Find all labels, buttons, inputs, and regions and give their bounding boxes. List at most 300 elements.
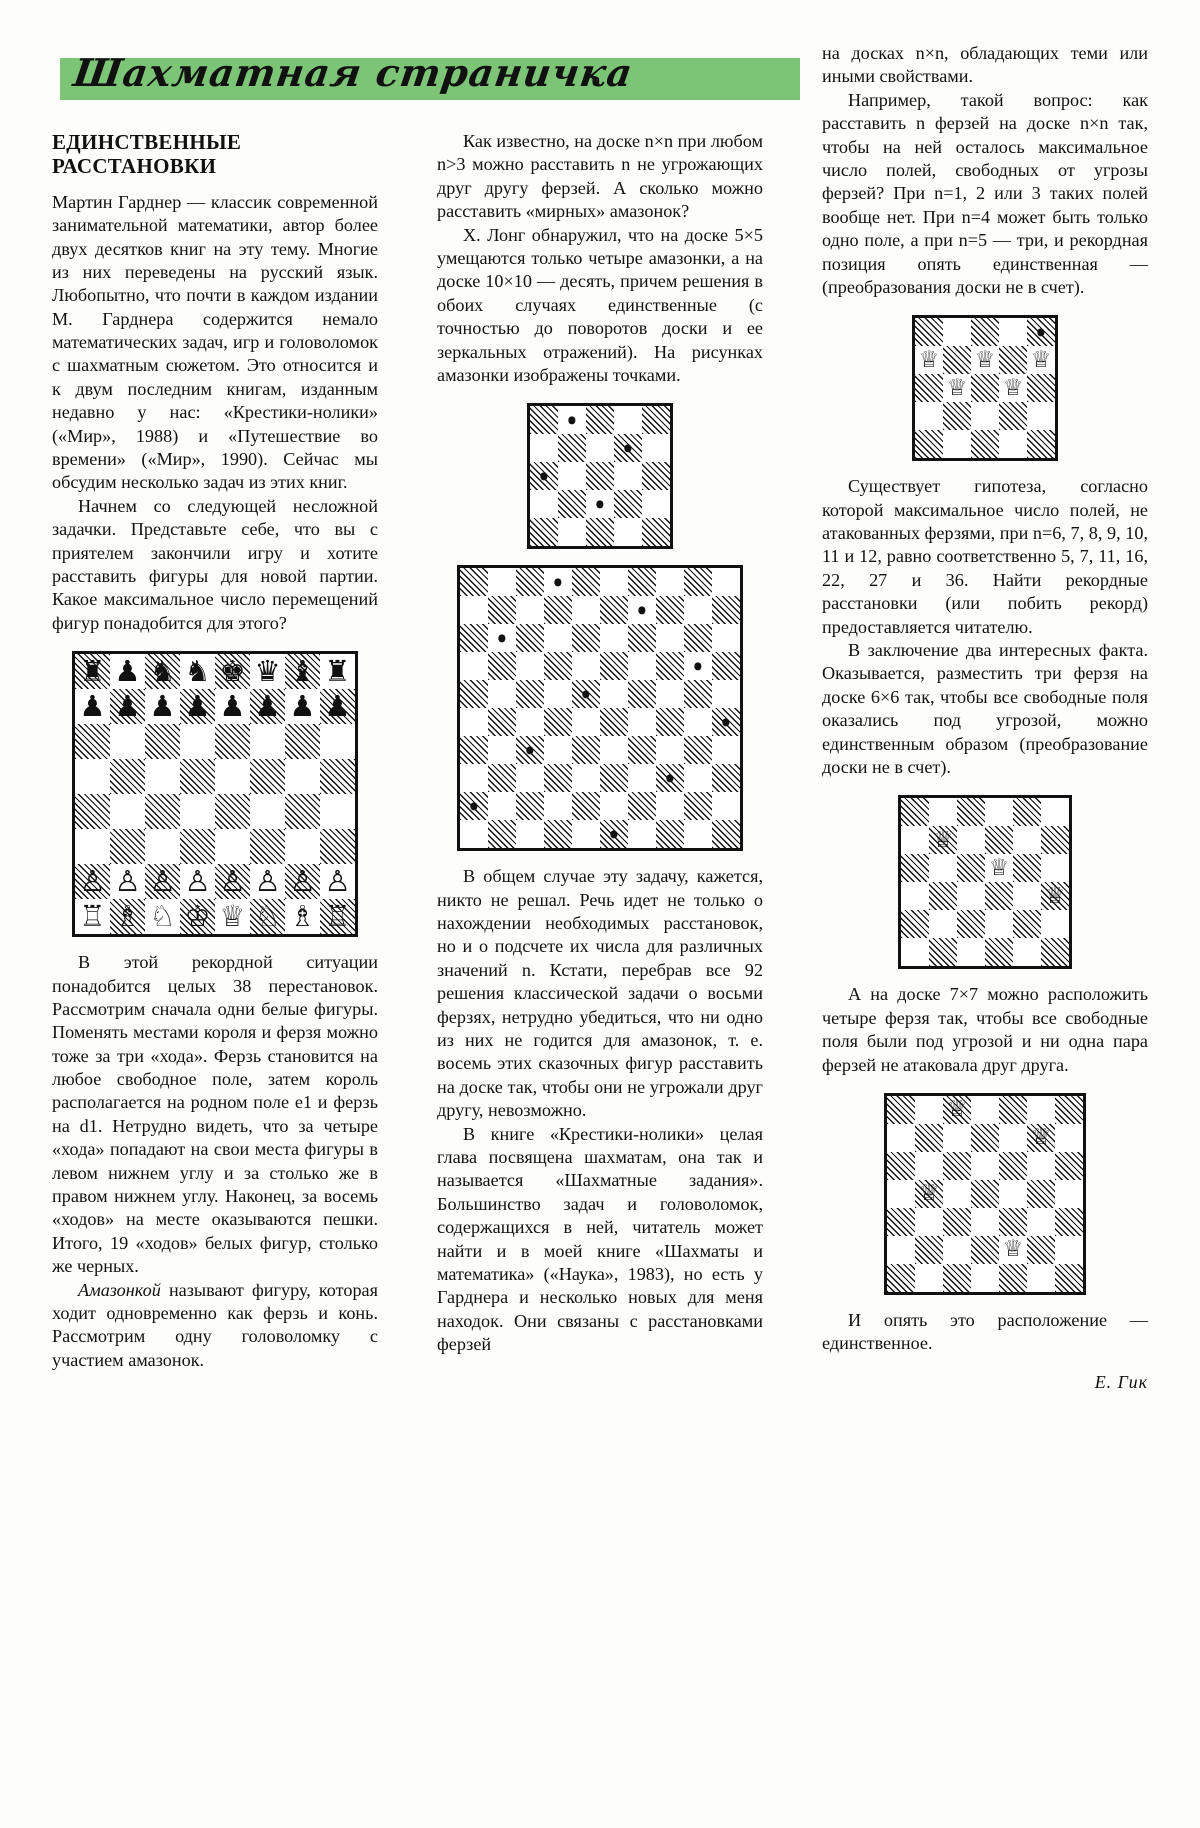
board-square	[285, 829, 320, 864]
board-square	[971, 1152, 999, 1180]
board-square	[460, 708, 488, 736]
diagram-amazons-5x5	[437, 403, 763, 549]
author-signature: Е. Гик	[1094, 1371, 1148, 1392]
board-square	[656, 624, 684, 652]
board-square	[460, 736, 488, 764]
chess-piece: ♚	[219, 654, 246, 689]
board-square	[320, 864, 355, 899]
board-square	[971, 374, 999, 402]
board-square	[943, 430, 971, 458]
board-square	[971, 1180, 999, 1208]
board-square	[516, 624, 544, 652]
diagram-start-position	[52, 651, 378, 937]
board-square	[516, 736, 544, 764]
chess-piece: ♙	[184, 864, 211, 899]
board-square	[110, 864, 145, 899]
board-square	[915, 430, 943, 458]
board-square	[971, 1124, 999, 1152]
board-square	[712, 820, 740, 848]
board-square	[971, 430, 999, 458]
board-square	[929, 910, 957, 938]
board-square	[558, 462, 586, 490]
board-square	[75, 724, 110, 759]
board-square	[250, 724, 285, 759]
board-square	[600, 624, 628, 652]
board-square	[1041, 826, 1069, 854]
board-square	[684, 624, 712, 652]
board-square	[887, 1264, 915, 1292]
board-square	[957, 882, 985, 910]
board-square	[250, 654, 285, 689]
board-square	[530, 490, 558, 518]
paragraph: В этой рекордной ситуации понадобится целых 38 перестановок. Рассмотрим сначала одни белые фигуры. Поменять местами короля и ферзя можно тоже за три «хода». Ферзь становится на любое свободное поле, затем король располагается на родном поле e1 и ферзь на d1. Нетрудно видеть, что за четыре «хода» попадают на свои места фигуры в левом нижнем углу и за столько же в правом нижнем углу. Наконец, за восемь «ходов» на месте оказываются пешки. Итого, 19 «ходов» белых фигур, столько же черных.	[52, 952, 378, 1277]
board-square	[320, 759, 355, 794]
board-square	[180, 829, 215, 864]
amazon-dot	[470, 803, 477, 810]
board-square	[488, 736, 516, 764]
board-square	[642, 434, 670, 462]
board-square	[460, 764, 488, 792]
board-square	[971, 1208, 999, 1236]
board-square	[1027, 402, 1055, 430]
board-square	[985, 826, 1013, 854]
board-square	[971, 1096, 999, 1124]
board-square	[572, 596, 600, 624]
board-square	[250, 794, 285, 829]
board-square	[943, 1096, 971, 1124]
board-square	[999, 1208, 1027, 1236]
board-square	[572, 792, 600, 820]
board-square	[285, 864, 320, 899]
board-square	[1027, 1264, 1055, 1292]
page-title: ЕДИНСТВЕННЫЕ РАССТАНОВКИ	[52, 130, 242, 179]
board-square	[215, 829, 250, 864]
board-square	[215, 864, 250, 899]
paragraph: Например, такой вопрос: как расставить n ферзей на доске n×n так, чтобы на ней осталось максимальное число полей, свободных от угрозы ферзей? При n=1, 2 или 3 таких полей вообще нет. При n=4 может быть только одно поле, а при n=5 — три, и рекордная позиция опять единственная — (преобразования доски не в счет).	[822, 89, 1148, 297]
chess-piece: ♟	[184, 689, 211, 724]
amazon-dot	[596, 501, 603, 508]
chess-piece: ♟	[289, 689, 316, 724]
board-square	[1041, 854, 1069, 882]
board-square	[460, 568, 488, 596]
board-square	[320, 724, 355, 759]
amazon-dot	[638, 607, 645, 614]
board-square	[929, 882, 957, 910]
board-square	[544, 680, 572, 708]
board-square	[600, 792, 628, 820]
board-square	[460, 624, 488, 652]
board-square	[656, 764, 684, 792]
board-square	[915, 1264, 943, 1292]
board-square	[488, 624, 516, 652]
board-square	[1041, 910, 1069, 938]
board-square	[285, 899, 320, 934]
board-square	[887, 1152, 915, 1180]
chess-piece: ♟	[114, 689, 141, 724]
board-square	[943, 1180, 971, 1208]
board-square	[215, 794, 250, 829]
board-square	[145, 689, 180, 724]
board-square	[628, 652, 656, 680]
board-square	[656, 708, 684, 736]
board-square	[684, 708, 712, 736]
board-square	[600, 596, 628, 624]
amazon-dot	[1037, 329, 1044, 336]
board-square	[957, 910, 985, 938]
board-square	[75, 829, 110, 864]
board-square	[999, 1152, 1027, 1180]
board-square	[712, 680, 740, 708]
board-square	[250, 899, 285, 934]
board-square	[544, 708, 572, 736]
board-square	[488, 652, 516, 680]
board-square	[320, 794, 355, 829]
board-square	[999, 1124, 1027, 1152]
chess-piece: ♗	[289, 899, 316, 934]
board-square	[999, 318, 1027, 346]
board-square	[544, 568, 572, 596]
chess-piece: ♙	[289, 864, 316, 899]
paragraph: И опять это расположение — единственное.	[822, 1309, 1148, 1354]
board-square	[1055, 1208, 1083, 1236]
board-square	[586, 462, 614, 490]
board-square	[943, 402, 971, 430]
board-square	[887, 1208, 915, 1236]
board-square	[1055, 1180, 1083, 1208]
amazon-dot	[526, 747, 533, 754]
board-square	[971, 318, 999, 346]
amazons-10x10-board	[457, 565, 743, 851]
board-square	[1041, 882, 1069, 910]
chess-piece: ♕	[918, 1180, 940, 1207]
board-square	[180, 794, 215, 829]
board-square	[145, 829, 180, 864]
board-square	[971, 402, 999, 430]
board-square	[712, 792, 740, 820]
board-square	[285, 759, 320, 794]
board-square	[572, 624, 600, 652]
board-square	[915, 318, 943, 346]
board-square	[656, 820, 684, 848]
board-square	[488, 596, 516, 624]
paragraph: В заключение два интересных факта. Оказывается, разместить три ферзя на доске 6×6 так, чтобы все свободные поля оказались под угрозой, можно единственным образом (преобразование доски не в счет).	[822, 640, 1148, 777]
board-square	[943, 1236, 971, 1264]
board-square	[488, 708, 516, 736]
board-square	[684, 736, 712, 764]
board-square	[145, 654, 180, 689]
board-square	[586, 434, 614, 462]
chess-piece: ♙	[254, 864, 281, 899]
board-square	[943, 318, 971, 346]
board-square	[628, 792, 656, 820]
board-square	[901, 826, 929, 854]
board-square	[943, 1264, 971, 1292]
board-square	[628, 764, 656, 792]
board-square	[145, 724, 180, 759]
chess-piece: ♕	[946, 1096, 968, 1123]
chess-piece: ♕	[1044, 882, 1066, 909]
board-square	[558, 406, 586, 434]
board-square	[180, 689, 215, 724]
board-square	[1027, 374, 1055, 402]
board-square	[530, 462, 558, 490]
chess-piece: ♞	[184, 654, 211, 689]
queens-5x5-free-squares-board	[912, 315, 1058, 461]
board-square	[600, 736, 628, 764]
board-square	[915, 1180, 943, 1208]
board-square	[642, 406, 670, 434]
chess-piece: ♕	[1030, 1124, 1052, 1151]
board-square	[1055, 1264, 1083, 1292]
board-square	[712, 568, 740, 596]
board-square	[656, 596, 684, 624]
board-square	[285, 724, 320, 759]
chess-piece: ♜	[79, 654, 106, 689]
board-square	[614, 406, 642, 434]
board-square	[684, 568, 712, 596]
board-square	[460, 596, 488, 624]
board-square	[544, 624, 572, 652]
board-square	[516, 680, 544, 708]
board-square	[600, 568, 628, 596]
board-square	[180, 759, 215, 794]
board-square	[712, 624, 740, 652]
board-square	[901, 854, 929, 882]
board-square	[460, 792, 488, 820]
board-square	[943, 346, 971, 374]
board-square	[516, 596, 544, 624]
board-square	[586, 490, 614, 518]
board-square	[516, 652, 544, 680]
column-3	[822, 42, 1148, 1393]
chess-piece: ♟	[254, 689, 281, 724]
chess-piece: ♕	[1030, 346, 1052, 373]
board-square	[971, 1264, 999, 1292]
chess-piece: ♙	[219, 864, 246, 899]
board-square	[656, 792, 684, 820]
chess-piece: ♕	[932, 826, 954, 853]
board-square	[901, 882, 929, 910]
diagram-queens-5x5	[822, 315, 1148, 461]
board-square	[957, 854, 985, 882]
board-square	[530, 518, 558, 546]
board-square	[971, 1236, 999, 1264]
chess-piece: ♕	[1002, 374, 1024, 401]
board-square	[145, 899, 180, 934]
chess-piece: ♙	[149, 864, 176, 899]
board-square	[215, 759, 250, 794]
board-square	[180, 654, 215, 689]
board-square	[488, 680, 516, 708]
board-square	[684, 680, 712, 708]
board-square	[999, 402, 1027, 430]
board-square	[985, 798, 1013, 826]
board-square	[180, 899, 215, 934]
board-square	[530, 434, 558, 462]
board-square	[488, 568, 516, 596]
board-square	[642, 490, 670, 518]
board-square	[628, 820, 656, 848]
board-square	[985, 854, 1013, 882]
board-square	[943, 374, 971, 402]
paragraph: А на доске 7×7 можно расположить четыре ферзя так, чтобы все свободные поля были под угрозой и ни одна пара ферзей не атаковала друг друга.	[822, 984, 1148, 1075]
board-square	[544, 596, 572, 624]
column-2	[437, 130, 763, 1357]
board-square	[957, 938, 985, 966]
board-square	[614, 434, 642, 462]
board-square	[516, 820, 544, 848]
amazon-dot	[722, 719, 729, 726]
board-square	[999, 1096, 1027, 1124]
board-square	[712, 764, 740, 792]
board-square	[600, 652, 628, 680]
board-square	[628, 568, 656, 596]
board-square	[999, 374, 1027, 402]
board-square	[1055, 1152, 1083, 1180]
board-square	[285, 689, 320, 724]
chess-piece: ♝	[289, 654, 316, 689]
board-square	[600, 708, 628, 736]
paragraph: В общем случае эту задачу, кажется, никто не решал. Речь идет не только о нахождении необходимых расстановок, но и о подсчете их числа для различных значений n. Кстати, перебрав все 92 решения классической задачи о восьми ферзях, нетрудно убедиться, что ни одно из них не годится для амазонок, т. е. восемь этих сказочных фигур расставить на доске так, чтобы они не угрожали друг другу, невозможно.	[437, 866, 763, 1121]
board-square	[600, 764, 628, 792]
board-square	[558, 490, 586, 518]
chess-piece: ♕	[974, 346, 996, 373]
chess-piece: ♜	[324, 654, 351, 689]
board-square	[642, 462, 670, 490]
chess-piece: ♟	[324, 689, 351, 724]
board-square	[999, 1264, 1027, 1292]
board-square	[215, 899, 250, 934]
chess-piece: ♕	[1002, 1236, 1024, 1263]
board-square	[1013, 882, 1041, 910]
board-square	[929, 798, 957, 826]
board-square	[110, 829, 145, 864]
board-square	[1055, 1236, 1083, 1264]
board-square	[712, 708, 740, 736]
chess-piece: ♞	[149, 654, 176, 689]
chess-piece: ♛	[254, 654, 281, 689]
board-square	[250, 829, 285, 864]
board-square	[250, 759, 285, 794]
board-square	[572, 736, 600, 764]
amazon-dot	[666, 775, 673, 782]
board-square	[929, 938, 957, 966]
board-square	[320, 654, 355, 689]
board-square	[614, 518, 642, 546]
board-square	[929, 854, 957, 882]
board-square	[75, 654, 110, 689]
board-square	[572, 820, 600, 848]
chess-piece: ♟	[114, 654, 141, 689]
chess-piece: ♙	[114, 864, 141, 899]
board-square	[887, 1236, 915, 1264]
board-square	[614, 490, 642, 518]
board-square	[1027, 1208, 1055, 1236]
board-square	[516, 568, 544, 596]
board-square	[285, 794, 320, 829]
board-square	[145, 759, 180, 794]
board-square	[600, 820, 628, 848]
board-square	[915, 346, 943, 374]
board-square	[320, 689, 355, 724]
board-square	[600, 680, 628, 708]
chess-start-position-board	[72, 651, 358, 937]
board-square	[887, 1124, 915, 1152]
board-square	[516, 708, 544, 736]
board-square	[1027, 1152, 1055, 1180]
board-square	[1055, 1096, 1083, 1124]
board-square	[656, 680, 684, 708]
board-square	[1041, 798, 1069, 826]
board-square	[901, 798, 929, 826]
board-square	[488, 792, 516, 820]
board-square	[488, 764, 516, 792]
board-square	[957, 826, 985, 854]
board-square	[460, 820, 488, 848]
amazon-dot	[624, 445, 631, 452]
board-square	[110, 759, 145, 794]
board-square	[915, 1152, 943, 1180]
board-square	[901, 910, 929, 938]
chess-piece: ♕	[946, 374, 968, 401]
board-square	[614, 462, 642, 490]
term-amazon: Амазонкой	[78, 1279, 161, 1300]
chess-piece: ♖	[79, 899, 106, 934]
board-square	[901, 938, 929, 966]
board-square	[915, 402, 943, 430]
chess-piece: ♟	[219, 689, 246, 724]
board-square	[75, 864, 110, 899]
board-square	[999, 1236, 1027, 1264]
board-square	[572, 708, 600, 736]
amazon-dot	[540, 473, 547, 480]
board-square	[1027, 318, 1055, 346]
board-square	[544, 792, 572, 820]
board-square	[516, 792, 544, 820]
board-square	[1013, 798, 1041, 826]
chess-piece: ♘	[254, 899, 281, 934]
board-square	[1027, 346, 1055, 374]
board-square	[1013, 854, 1041, 882]
chess-piece: ♕	[918, 346, 940, 373]
amazon-dot	[554, 579, 561, 586]
board-square	[586, 406, 614, 434]
board-square	[544, 820, 572, 848]
board-square	[460, 680, 488, 708]
board-square	[985, 938, 1013, 966]
board-square	[215, 654, 250, 689]
diagram-queens-6x6	[822, 795, 1148, 969]
board-square	[250, 864, 285, 899]
board-square	[656, 568, 684, 596]
board-square	[1055, 1124, 1083, 1152]
amazon-dot	[610, 831, 617, 838]
board-square	[1041, 938, 1069, 966]
chess-piece: ♙	[79, 864, 106, 899]
board-square	[999, 1180, 1027, 1208]
amazons-5x5-board	[527, 403, 673, 549]
board-square	[75, 794, 110, 829]
paragraph: Мартин Гарднер — классик современной занимательной математики, автор более двух десятков книг на эту тему. Многие из них переведены на русский язык. Любопытно, что почти в каждом издании М. Гарднера содержится немало математических задач, игр и головоломок с шахматным сюжетом. Это относится и к двум последним книгам, изданным недавно у нас: «Крестики-нолики» («Мир», 1988) и «Путешествие во времени» («Мир», 1990). Сейчас мы обсудим несколько задач из этих книг.	[52, 191, 378, 493]
board-square	[712, 596, 740, 624]
board-square	[516, 764, 544, 792]
paragraph	[52, 1279, 378, 1373]
board-square	[887, 1096, 915, 1124]
chess-piece: ♖	[324, 899, 351, 934]
board-square	[110, 794, 145, 829]
board-square	[628, 708, 656, 736]
board-square	[1027, 430, 1055, 458]
